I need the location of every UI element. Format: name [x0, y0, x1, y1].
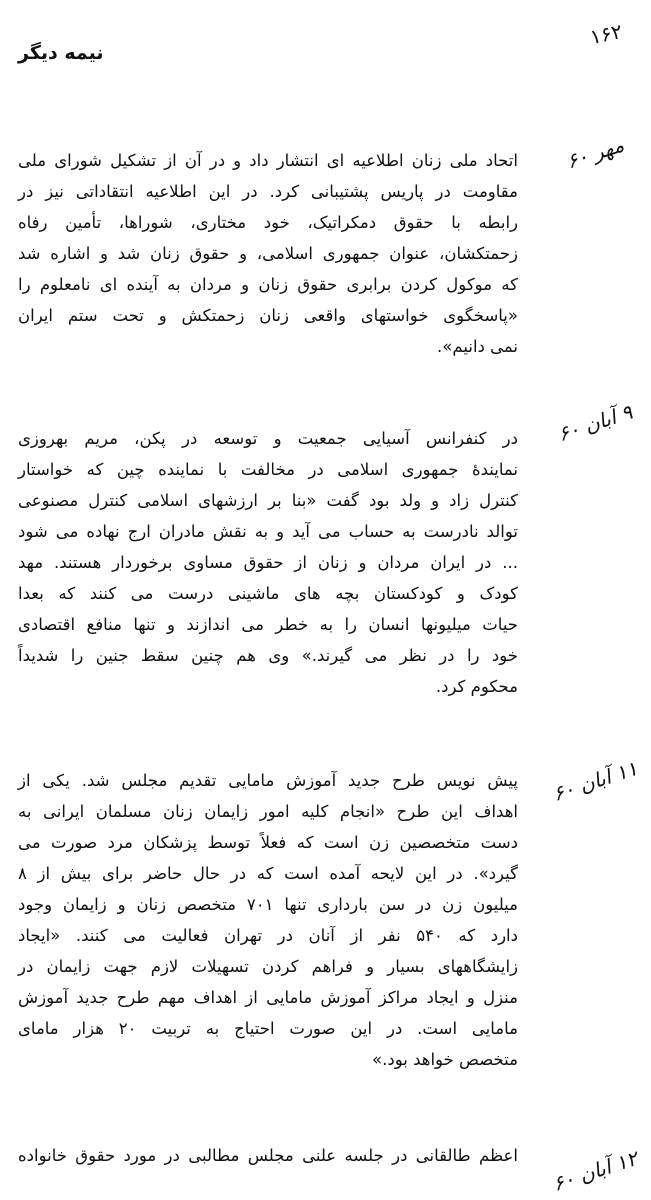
entry-date: ۱۲ آبان ۶۰ — [549, 1146, 641, 1196]
text-line: در کنفرانس آسیایی جمعیت و توسعه در پکن، مریم بهروزی — [18, 429, 518, 448]
text-line: که موکول کردن برابری حقوق زنان و مردان به آینده ای نامعلوم را — [18, 275, 518, 294]
entry-text — [18, 145, 518, 362]
text-line: میلیون زن در سن بارداری تنها ۷۰۱ متخصص زنان و زایمان وجود — [18, 895, 518, 914]
entry-text — [18, 1140, 518, 1171]
text-line: زایشگاههای بسیار و فراهم کردن تسهیلات لازم جهت زایمان در — [18, 957, 518, 976]
text-line: اعظم طالقانی در جلسه علنی مجلس مطالبی در مورد حقوق خانواده — [18, 1146, 518, 1165]
running-header-title: نیمه دیگر — [18, 42, 104, 64]
text-line: گیرد». در این لایحه آمده است که در حال حاضر برای بیش از ۸ — [18, 864, 518, 883]
text-line: اهداف این طرح «انجام کلیه امور زایمان زنان مسلمان ایرانی به — [18, 802, 518, 821]
text-line: محکوم کرد. — [435, 677, 518, 696]
text-line: توالد نادرست به حساب می آید و به نقش مادران ارج نهاده می شود — [18, 522, 518, 541]
text-line: دست متخصصین زن است که فعلاً توسط پزشکان مرد صورت می — [18, 833, 518, 852]
handwritten-page-number: ۱۶۲ — [587, 18, 625, 50]
text-line: نمی دانیم». — [437, 337, 518, 356]
text-line: رابطه با حقوق دمکراتیک، خود مختاری، شوراها، تأمین رفاه — [18, 213, 518, 232]
text-line: مامایی است. در این صورت احتیاج به تربیت ۲۰ هزار مامای — [18, 1019, 519, 1038]
entry-date: مهر ۶۰ — [563, 132, 627, 174]
text-line: ... در ایران مردان و زنان از حقوق مساوی برخوردار هستند. مهد — [18, 553, 518, 572]
entry-date: ۹ آبان ۶۰ — [554, 399, 636, 447]
text-line: مقاومت در پاریس پشتیبانی کرد. در این اطلاعیه انتقاداتی نیز در — [18, 182, 518, 201]
text-line: حیات میلیونها انسان را به خطر می اندازند و تنها منافع اقتصادی — [18, 615, 518, 634]
text-line: منزل و ایجاد مراکز آموزش مامایی از اهداف مهم طرح جدید آموزش — [18, 988, 518, 1007]
text-line: متخصص خواهد بود.» — [372, 1050, 518, 1069]
text-line: زحمتکشان، عنوان جمهوری اسلامی، و حقوق زنان شد و اشاره شد — [18, 244, 518, 263]
text-line: پیش نویس طرح جدید آموزش مامایی تقدیم مجلس شد. یکی از — [18, 771, 518, 790]
text-line: خود را در نظر می گیرند.» وی هم چنین سقط جنین را شدیداً — [18, 646, 518, 665]
entry-date: ۱۱ آبان ۶۰ — [549, 756, 641, 806]
text-line: اتحاد ملی زنان اطلاعیه ای انتشار داد و در آن از تشکیل شورای ملی — [18, 151, 518, 170]
entry-text — [18, 423, 518, 702]
text-line: نمایندهٔ جمهوری اسلامی در مخالفت با نماینده چین که خواستار — [18, 460, 518, 479]
text-line: کودک و کودکستان بچه های ماشینی درست می کنند که بعدا — [18, 584, 518, 603]
text-line: دارد که ۵۴۰ نفر از آنان در تهران فعالیت می کنند. «ایجاد — [18, 926, 518, 945]
text-line: کنترل زاد و ولد بود گفت «بنا بر ارزشهای اسلامی کنترل مصنوعی — [18, 491, 518, 510]
text-line: «پاسخگوی خواستهای واقعی زنان زحمتکش و تحت ستم ایران — [18, 306, 518, 325]
entry-text — [18, 765, 518, 1075]
